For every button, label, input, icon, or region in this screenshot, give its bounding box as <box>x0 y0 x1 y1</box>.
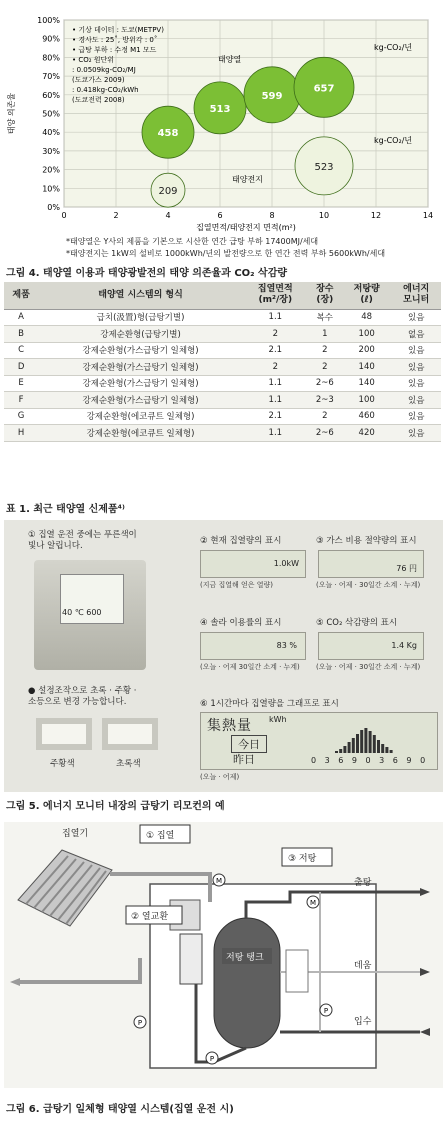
table-cell: 강제순환형(가스급탕기 일체형) <box>38 375 243 392</box>
motor-label-2: M <box>309 899 317 907</box>
panel-3-value: 76 円 <box>396 564 417 573</box>
legend-box-line: (도쿄가스 2009) <box>72 76 125 84</box>
panel-6-yesterday: 昨日 <box>233 753 255 766</box>
table-header-cell: 집열면적 (m²/장) <box>243 282 308 309</box>
panel-3-title: ③ 가스 비용 절약량의 표시 <box>316 536 417 546</box>
reheat-label: 데움 <box>354 961 372 971</box>
collect-label: ① 집열 <box>146 831 175 841</box>
table-cell: 2 <box>243 359 308 376</box>
table-cell: 있음 <box>391 309 441 326</box>
table-cell: 2~3 <box>308 392 342 409</box>
panel-2-lcd <box>200 550 306 578</box>
table-cell: B <box>4 326 38 343</box>
table-cell: 있음 <box>391 408 441 425</box>
bubble-label: 513 <box>209 103 231 115</box>
tank-label: 저탕 탱크 <box>226 953 264 963</box>
y-tick-label: 50% <box>42 109 60 119</box>
table-cell: 1.1 <box>243 375 308 392</box>
table-body <box>4 309 441 441</box>
table-cell: A <box>4 309 38 326</box>
outlet-label: 출탕 <box>354 878 372 888</box>
green-remote-photo <box>102 718 158 750</box>
orange-label: 주황색 <box>50 759 75 769</box>
hour-bar <box>373 735 376 753</box>
bubble-label: 523 <box>314 161 334 173</box>
remote-temperature: 40 ℃ 600 <box>62 608 102 617</box>
panel-6-today: 今日 <box>231 735 267 753</box>
table-header-cell: 제품 <box>4 282 38 309</box>
motor-label-1: M <box>215 877 223 885</box>
hour-bar <box>335 751 338 753</box>
fig5-note-1: ① 집열 운전 중에는 푸른색이 빛나 알립니다. <box>28 530 137 552</box>
x-tick-label: 14 <box>422 211 434 220</box>
orange-remote-photo <box>36 718 92 750</box>
pump-label-1: P <box>137 1019 143 1027</box>
table-cell: E <box>4 375 38 392</box>
hour-bar <box>356 734 359 753</box>
hour-bar <box>364 728 367 753</box>
table-cell: 1.1 <box>243 309 308 326</box>
table-cell: 강제순환형(에코큐트 일체형) <box>38 408 243 425</box>
table-row <box>4 375 441 392</box>
table-cell: 있음 <box>391 342 441 359</box>
bubble-label: 657 <box>313 83 335 95</box>
bubble-chart <box>0 0 447 245</box>
x-tick-label: 8 <box>269 211 275 220</box>
table-row <box>4 342 441 359</box>
legend-box-line: • 급탕 부하 : 수정 M1 모드 <box>72 46 157 54</box>
table-cell: 1.1 <box>243 392 308 409</box>
y-axis-label: 태양 의존율 <box>7 92 16 135</box>
x-tick-label: 2 <box>113 211 119 220</box>
fig5-note-2: ● 설정조작으로 초록 · 주황 · 소등으로 변경 가능합니다. <box>28 686 137 708</box>
hour-bar <box>381 744 384 753</box>
table-cell: 있음 <box>391 375 441 392</box>
panel-6-caption: (오늘 · 어제) <box>200 773 240 781</box>
x-tick-label: 6 <box>217 211 223 220</box>
secondary-exchanger <box>286 950 308 992</box>
panel-2-value: 1.0kW <box>273 559 299 568</box>
table-cell: F <box>4 392 38 409</box>
remote-photo <box>34 560 146 670</box>
table-cell: 140 <box>342 359 392 376</box>
panel-4-caption: (오늘 · 어제 30일간 소계 · 누계) <box>200 663 300 671</box>
table-cell: 2 <box>243 326 308 343</box>
annotation-pv: 태양전지 <box>232 175 263 184</box>
table-header-cell: 장수 (장) <box>308 282 342 309</box>
y-tick-label: 10% <box>42 184 60 194</box>
panel-5-caption: (오늘 · 어제 · 30일간 소계 · 누계) <box>316 663 421 671</box>
panel-6-heading: 集熱量 <box>207 718 252 734</box>
panel-4-lcd <box>200 632 306 660</box>
table-cell: 복수 <box>308 309 342 326</box>
x-tick-label: 10 <box>318 211 330 220</box>
pump-label-3: P <box>323 1007 329 1015</box>
table-cell: 100 <box>342 392 392 409</box>
hour-bar <box>360 730 363 753</box>
y-tick-label: 100% <box>37 16 60 25</box>
hour-bar <box>369 731 372 753</box>
system-diagram <box>0 822 447 1092</box>
hour-bar <box>343 746 346 753</box>
table-cell: H <box>4 425 38 442</box>
table-cell: 1.1 <box>243 425 308 442</box>
green-label: 초록색 <box>116 759 141 769</box>
table-cell: C <box>4 342 38 359</box>
table-cell: 있음 <box>391 359 441 376</box>
hour-bar <box>390 750 393 753</box>
table-cell: 100 <box>342 326 392 343</box>
table-cell: 있음 <box>391 425 441 442</box>
x-tick-label: 12 <box>370 211 382 220</box>
panel-5-value: 1.4 Kg <box>391 641 417 650</box>
table-row <box>4 326 441 343</box>
table-header-row <box>4 282 441 309</box>
legend-box-line: • CO₂ 원단위 <box>72 56 115 64</box>
annotation-solar-thermal: 태양열 <box>218 55 242 64</box>
table-row <box>4 309 441 326</box>
y-tick-label: 20% <box>42 165 60 175</box>
legend-box-line: • 기상 데이터 : 도쿄(METPV) <box>72 26 164 34</box>
table-cell: 48 <box>342 309 392 326</box>
legend-box-line: : 0.418kg-CO₂/kWh <box>72 86 139 94</box>
table-row <box>4 392 441 409</box>
panel-4-value: 83 % <box>276 641 297 650</box>
y-tick-label: 70% <box>42 72 60 82</box>
bubble-label: 209 <box>158 186 178 198</box>
storage-tank <box>214 918 280 1048</box>
table-cell: 2~6 <box>308 375 342 392</box>
legend-box-line: • 경사도 : 25˚, 방위각 : 0˚ <box>72 36 158 44</box>
table-cell: 1 <box>308 326 342 343</box>
annotation-kg-1: kg-CO₂/년 <box>374 43 413 52</box>
panel-2-title: ② 현재 집열량의 표시 <box>200 536 282 546</box>
hour-bar <box>348 742 351 753</box>
hour-bar <box>385 747 388 753</box>
panel-4-title: ④ 솔라 이용률의 표시 <box>200 618 282 628</box>
panel-3-caption: (오늘 · 어제 · 30일간 소계 · 누계) <box>316 581 421 589</box>
spec-table <box>4 282 441 442</box>
chart-note-2: *태양전지는 1kW의 설비로 1000kWh/년의 발전량으로 한 연간 전력 부하 5600kWh/세대 <box>66 249 386 258</box>
y-tick-label: 40% <box>42 128 60 138</box>
bubble-label: 599 <box>261 90 283 102</box>
table-cell: 2.1 <box>243 342 308 359</box>
table-cell: 강제순환형(에코큐트 일체형) <box>38 425 243 442</box>
table-cell: 460 <box>342 408 392 425</box>
table-header-cell: 태양열 시스템의 형식 <box>38 282 243 309</box>
table-1-caption: 표 1. 최근 태양열 신제품⁴⁾ <box>6 504 125 515</box>
orange-screen <box>42 724 86 744</box>
green-screen <box>108 724 152 744</box>
exchange-label: ② 열교환 <box>131 912 169 922</box>
pump-label-2: P <box>209 1055 215 1063</box>
hour-bar <box>352 738 355 753</box>
table-cell: 있음 <box>391 392 441 409</box>
legend-box-line: : 0.0509kg-CO₂/MJ <box>72 66 136 74</box>
panel-6-unit: kWh <box>269 715 287 724</box>
panel-6-axis: 0 3 6 9 0 3 6 9 0 <box>311 756 429 765</box>
figure-4-caption: 그림 4. 태양열 이용과 태양광발전의 태양 의존율과 CO₂ 삭감량 <box>6 268 288 279</box>
table-row <box>4 359 441 376</box>
table-cell: 2 <box>308 408 342 425</box>
figure-5-caption: 그림 5. 에너지 모니터 내장의 급탕기 리모컨의 예 <box>6 801 225 812</box>
table-cell: 200 <box>342 342 392 359</box>
table-cell: 2~6 <box>308 425 342 442</box>
table-row <box>4 408 441 425</box>
table-cell: D <box>4 359 38 376</box>
hourly-bar-graph <box>313 725 433 755</box>
panel-2-caption: (지금 집열해 얻은 열량) <box>200 581 273 589</box>
table-cell: 2 <box>308 359 342 376</box>
chart-note-1: *태양열은 Y사의 제품을 기본으로 시산한 연간 급탕 부하 17400MJ/세대 <box>66 237 319 246</box>
panel-3-lcd <box>318 550 424 578</box>
panel-5-lcd <box>318 632 424 660</box>
figure-6-caption: 그림 6. 급탕기 일체형 태양열 시스템(집열 운전 시) <box>6 1104 234 1115</box>
table-cell: 420 <box>342 425 392 442</box>
x-axis-label: 집열면적/태양전지 면적(m²) <box>196 223 296 232</box>
table-cell: 140 <box>342 375 392 392</box>
table-cell: 2 <box>308 342 342 359</box>
legend-box-line: (도쿄전력 2008) <box>72 96 125 104</box>
y-tick-label: 80% <box>42 53 60 63</box>
table-cell: 강제순환형(급탕기별) <box>38 326 243 343</box>
table-cell: 강제순환형(가스급탕기 일체형) <box>38 359 243 376</box>
y-tick-label: 90% <box>42 34 60 44</box>
table-header-cell: 에너지 모니터 <box>391 282 441 309</box>
panel-6-title: ⑥ 1시간마다 집열량을 그래프로 표시 <box>200 699 339 709</box>
table-cell: 급치(汲置)형(급탕기별) <box>38 309 243 326</box>
hour-bar <box>377 740 380 753</box>
collector-label: 집열기 <box>62 829 89 839</box>
table-cell: 강제순환형(가스급탕기 일체형) <box>38 342 243 359</box>
panel-5-title: ⑤ CO₂ 삭감량의 표시 <box>316 618 398 628</box>
y-tick-label: 30% <box>42 146 60 156</box>
x-tick-label: 4 <box>165 211 171 220</box>
table-cell: 없음 <box>391 326 441 343</box>
panel-6-lcd <box>200 712 438 770</box>
annotation-kg-2: kg-CO₂/년 <box>374 136 413 145</box>
bubble-label: 458 <box>157 128 179 140</box>
table-row <box>4 425 441 442</box>
chart-svg <box>0 0 447 245</box>
y-tick-label: 60% <box>42 90 60 100</box>
heat-exchanger <box>180 934 202 984</box>
hour-bar <box>339 749 342 753</box>
table-cell: 2.1 <box>243 408 308 425</box>
table-cell: 강제순환형(가스급탕기 일체형) <box>38 392 243 409</box>
x-tick-label: 0 <box>61 211 67 220</box>
inlet-label: 입수 <box>354 1017 372 1027</box>
y-tick-label: 0% <box>47 203 60 212</box>
store-label: ③ 저탕 <box>288 854 317 864</box>
table-cell: G <box>4 408 38 425</box>
table-header-cell: 저탕량 (ℓ) <box>342 282 392 309</box>
